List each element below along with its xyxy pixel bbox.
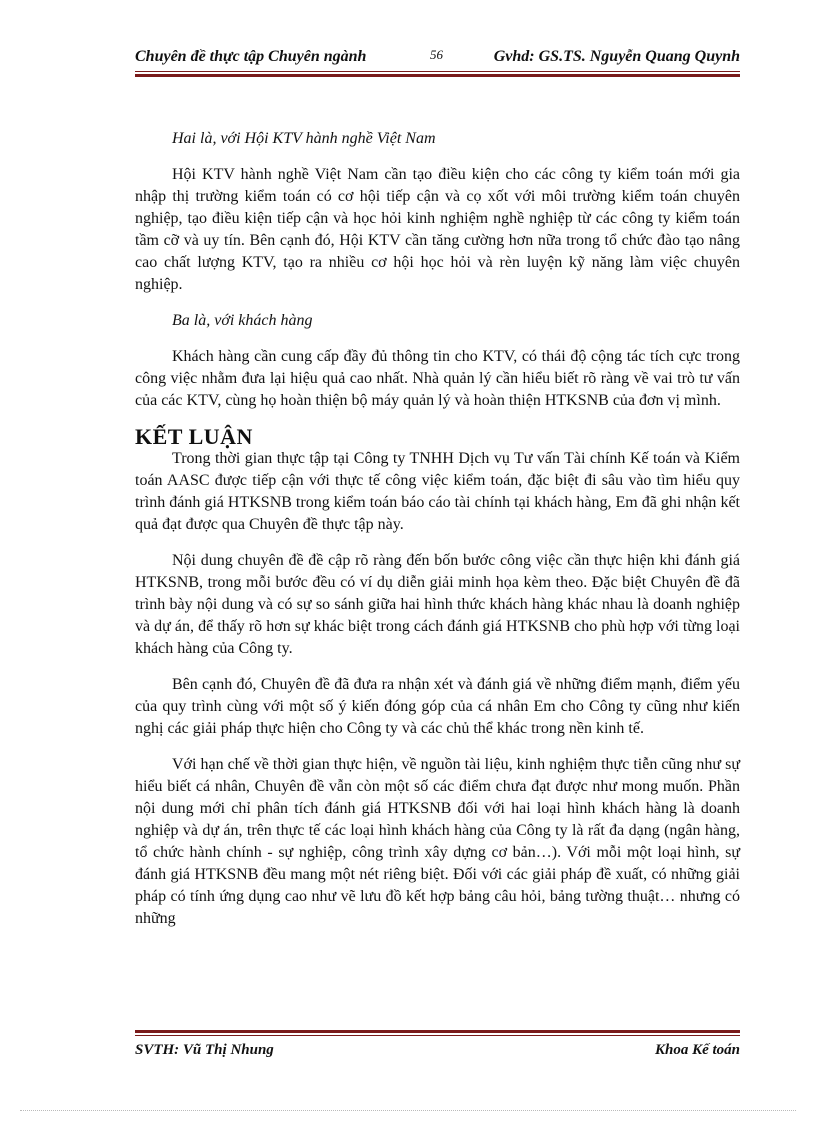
footer-department: Khoa Kế toán <box>654 1042 740 1058</box>
header-report-title: Chuyên đề thực tập Chuyên ngành <box>135 48 367 65</box>
header-supervisor: Gvhd: GS.TS. Nguyễn Quang Quynh <box>493 48 740 65</box>
paragraph: Hội KTV hành nghề Việt Nam cần tạo điều kiện cho các công ty kiểm toán mới gia nhập thị trường kiểm toán có cơ hội tiếp cận và cọ xốt với môi trường kiểm toán chuyên nghiệp, tạo điều kiện tiếp cận và học hỏi kinh nghiệm nghề nghiệp từ các công ty kiểm toán tầm cỡ và uy tín. Bên cạnh đó, Hội KTV cần tăng cường hơn nữa trong tổ chức đào tạo nâng cao chất lượng KTV, tạo ra nhiều cơ hội học hỏi và rèn luyện kỹ năng làm việc chuyên nghiệp. <box>135 166 740 293</box>
footer-rule-thin <box>135 1035 740 1036</box>
paragraph: Trong thời gian thực tập tại Công ty TNHH Dịch vụ Tư vấn Tài chính Kế toán và Kiểm toán AASC được tiếp cận với thực tế công việc kiểm toán, đặc biệt đi sâu vào tìm hiểu quy trình đánh giá HTKSNB trong kiểm toán báo cáo tài chính tại khách hàng, Em đã ghi nhận kết quả đạt được qua Chuyên đề thực tập này. <box>135 450 740 533</box>
paragraph: Nội dung chuyên đề đề cập rõ ràng đến bốn bước công việc cần thực hiện khi đánh giá HTKSNB, trong mỗi bước đều có ví dụ diễn giải minh họa kèm theo. Đặc biệt Chuyên đề đã trình bày nội dung và có sự so sánh giữa hai hình thức khách hàng khác nhau là doanh nghiệp và dự án, để thấy rõ hơn sự khác biệt trong cách đánh giá HTKSNB cho phù hợp với từng loại khách hàng của Công ty. <box>135 552 740 657</box>
paragraph: Khách hàng cần cung cấp đầy đủ thông tin cho KTV, có thái độ cộng tác tích cực trong công việc nhằm đưa lại hiệu quả cao nhất. Nhà quản lý cần hiểu biết rõ ràng về vai trò tư vấn của các KTV, cùng họ hoàn thiện bộ máy quản lý và hoàn thiện HTKSNB của đơn vị mình. <box>135 348 740 409</box>
page-edge-divider <box>20 1110 796 1111</box>
section-title: KẾT LUẬN <box>135 424 253 449</box>
page-number: 56 <box>430 47 443 62</box>
subheading-hoi-ktv: Hai là, với Hội KTV hành nghề Việt Nam <box>172 130 436 147</box>
header-rule-thin <box>135 71 740 72</box>
paragraph: Với hạn chế về thời gian thực hiện, về nguồn tài liệu, kinh nghiệm thực tiễn cũng như sự hiểu biết cá nhân, Chuyên đề vẫn còn một số các điểm chưa đạt được như mong muốn. Phần nội dung mới chỉ phân tích đánh giá HTKSNB đối với hai loại hình khách hàng là doanh nghiệp và dự án, trên thực tế các loại hình khách hàng của Công ty là rất đa dạng (ngân hàng, tổ chức hành chính - sự nghiệp, công trình xây dựng cơ bản…). Với mỗi một loại hình, sự đánh giá HTKSNB đều mang một nét riêng biệt. Đối với các giải pháp đề xuất, có những giải pháp có tính ứng dụng cao như vẽ lưu đồ kết hợp bảng câu hỏi, bảng tường thuật… nhưng có những <box>135 756 740 927</box>
footer-student: SVTH: Vũ Thị Nhung <box>135 1042 274 1058</box>
page-header <box>135 48 740 68</box>
footer-rule-thick <box>135 1030 740 1033</box>
paragraph: Bên cạnh đó, Chuyên đề đã đưa ra nhận xét và đánh giá về những điểm mạnh, điểm yếu của quy trình cùng với một số ý kiến đóng góp của cá nhân Em cho Công ty cũng như kiến nghị các giải pháp thực hiện cho Công ty và các chủ thể khác trong nền kinh tế. <box>135 676 740 737</box>
page-footer <box>135 1042 740 1062</box>
page-body <box>135 128 740 944</box>
subheading-khach-hang: Ba là, với khách hàng <box>172 312 313 329</box>
header-rule-thick <box>135 74 740 77</box>
